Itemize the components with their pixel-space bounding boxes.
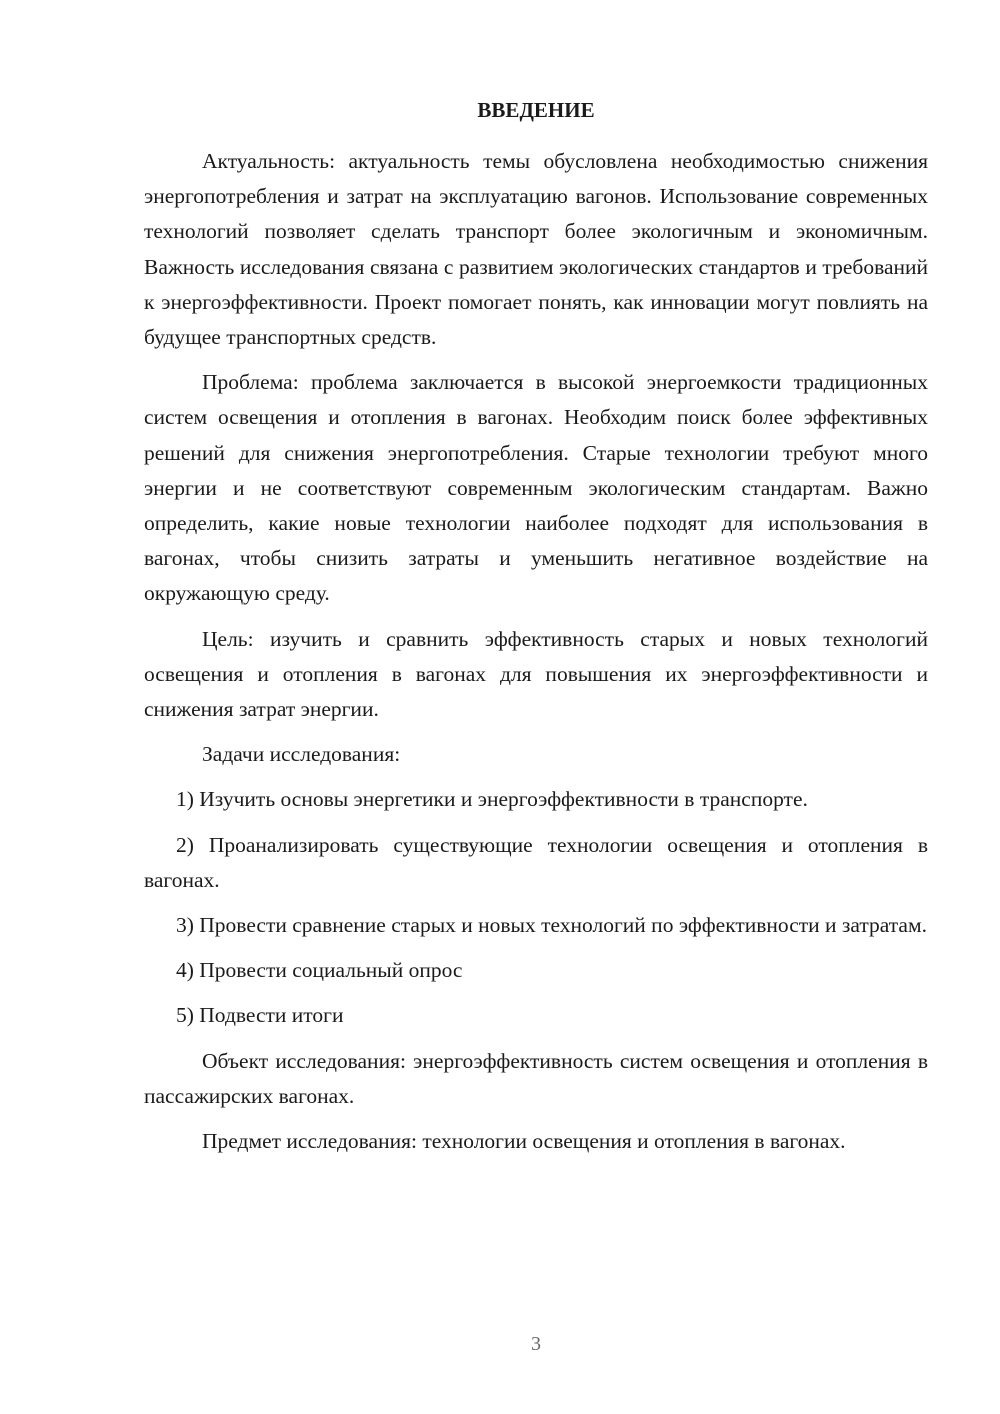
task-item: 5) Подвести итоги <box>176 1003 344 1028</box>
paragraph-subject: Предмет исследования: технологии освещения и отопления в вагонах. <box>202 1129 846 1154</box>
task-item: 3) Провести сравнение старых и новых технологий по эффективности и затратам. <box>176 913 927 938</box>
paragraph-goal: Цель: изучить и сравнить эффективность старых и новых технологий освещения и отопления в вагонах для повышения их энергоэффективности и снижения затрат энергии. <box>144 626 928 722</box>
page-number: 3 <box>531 1333 541 1355</box>
paragraph-object: Объект исследования: энергоэффективность систем освещения и отопления в пассажирских вагонах. <box>144 1048 928 1108</box>
tasks-heading: Задачи исследования: <box>202 742 401 767</box>
section-title: ВВЕДЕНИЕ <box>477 98 595 122</box>
paragraph-problem: Проблема: проблема заключается в высокой энергоемкости традиционных систем освещения и отопления в вагонах. Необходим поиск более эффективных решений для снижения энергопотребления. Старые технологии требуют много энергии и не соответствуют современным экологическим стандартам. Важно определить, какие новые технологии наиболее подходят для использования в вагонах, чтобы снизить затраты и уменьшить негативное воздействие на окружающую среду. <box>144 370 928 606</box>
task-item: 4) Провести социальный опрос <box>176 958 463 983</box>
paragraph-relevance: Актуальность: актуальность темы обусловлена необходимостью снижения энергопотребления и затрат на эксплуатацию вагонов. Использование современных технологий позволяет сделать транспорт более экологичным и экономичным. Важность исследования связана с развитием экологических стандартов и требований к энергоэффективности. Проект помогает понять, как инновации могут повлиять на будущее транспортных средств. <box>144 149 928 350</box>
task-item: 2) Проанализировать существующие технологии освещения и отопления в вагонах. <box>144 832 928 892</box>
task-item: 1) Изучить основы энергетики и энергоэффективности в транспорте. <box>176 787 808 812</box>
page-content <box>144 93 928 1159</box>
